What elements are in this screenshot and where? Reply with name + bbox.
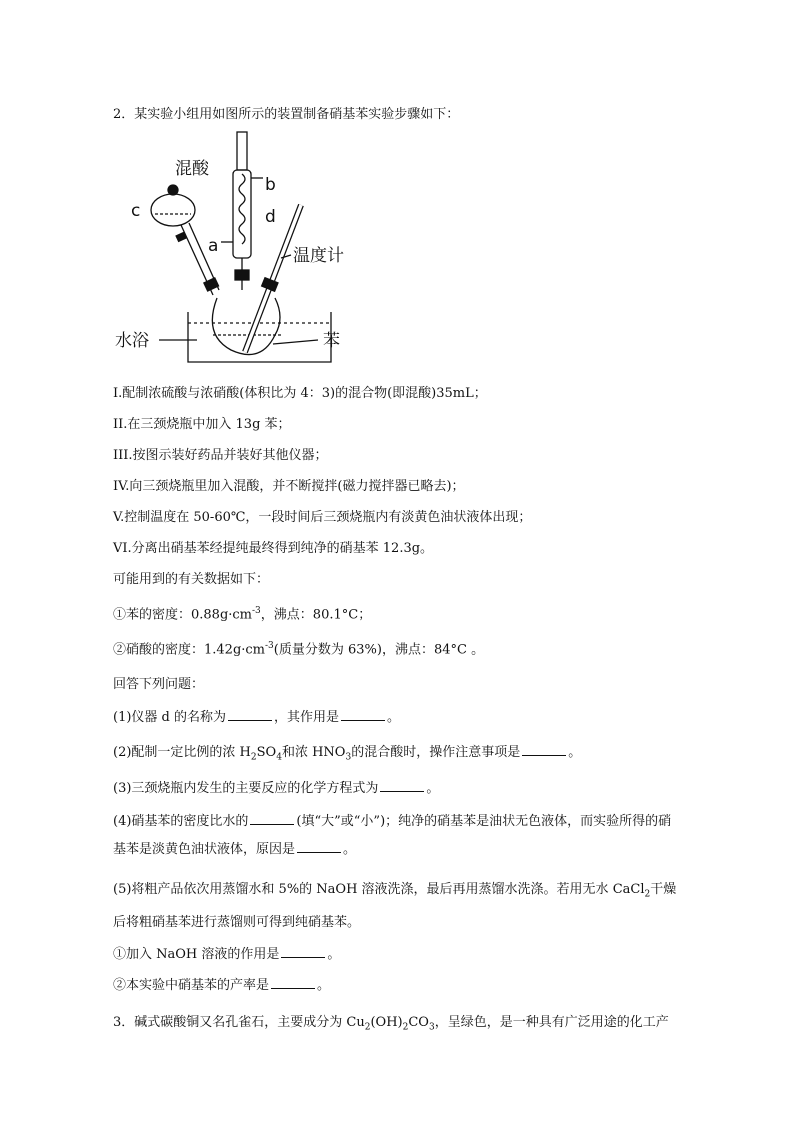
sub-question-2: (2)配制一定比例的浓 $H_2SO_4$和浓 $HNO_3$的混合酸时，操作注意事项是 。 <box>113 745 582 763</box>
question-3-title: 3．碱式碳酸铜又名孔雀石，主要成分为 $Cu_2(OH)_2CO_3$，呈绿色，是一种具有广泛用途的化工产 <box>113 1015 669 1033</box>
step-4: IV.向三颈烧瓶里加入混酸，并不断搅拌(磁力搅拌器已略去)； <box>113 479 465 494</box>
answer-blank[interactable] <box>271 976 315 989</box>
label-water-bath: 水浴 <box>115 331 149 351</box>
label-b: b <box>265 175 276 195</box>
label-a: a <box>208 236 219 256</box>
label-mixed-acid: 混酸 <box>175 159 209 179</box>
answer-intro: 回答下列问题： <box>113 677 205 692</box>
label-benzene: 苯 <box>323 331 340 351</box>
answer-blank[interactable] <box>341 708 385 721</box>
sub-question-3: (3)三颈烧瓶内发生的主要反应的化学方程式为 。 <box>113 781 440 796</box>
dropping-funnel-c <box>151 194 195 226</box>
step-1: I.配制浓硫酸与浓硝酸(体积比为 4：3)的混合物(即混酸)35mL； <box>113 386 487 401</box>
step-3: III.按图示装好药品并装好其他仪器； <box>113 448 328 463</box>
step-6: VI.分离出硝基苯经提纯最终得到纯净的硝基苯 12.3g。 <box>113 541 434 556</box>
data-benzene: ①苯的密度：$0.88g\cdot cm^{-3}$，沸点：80.1°C； <box>113 606 372 623</box>
label-d: d <box>265 207 276 227</box>
step-2: II.在三颈烧瓶中加入 13g 苯； <box>113 417 291 432</box>
data-intro: 可能用到的有关数据如下： <box>113 572 270 587</box>
sub-question-1: (1)仪器 d 的名称为 ，其作用是 。 <box>113 710 401 725</box>
sub-question-5: (5)将粗产品依次用蒸馏水和 5%的 NaOH 溶液洗涤，最后再用蒸馏水洗涤。若用无水 CaCl$_2$干燥后将粗硝基苯进行蒸馏则可得到纯硝基苯。 <box>113 882 677 930</box>
apparatus-figure <box>113 130 383 370</box>
answer-blank[interactable] <box>228 708 272 721</box>
label-c: c <box>131 201 141 221</box>
sub-question-5-1: ①加入 NaOH 溶液的作用是 。 <box>113 947 341 962</box>
label-thermometer: 温度计 <box>293 246 344 266</box>
answer-blank[interactable] <box>522 743 566 756</box>
answer-blank[interactable] <box>250 812 294 825</box>
question-2-title: 2．某实验小组用如图所示的装置制备硝基苯实验步骤如下： <box>113 107 460 122</box>
step-5: V.控制温度在 50-60℃，一段时间后三颈烧瓶内有淡黄色油状液体出现； <box>113 510 532 525</box>
answer-blank[interactable] <box>380 779 424 792</box>
answer-blank[interactable] <box>297 840 341 853</box>
answer-blank[interactable] <box>281 945 325 958</box>
sub-question-5-2: ②本实验中硝基苯的产率是 。 <box>113 978 331 993</box>
data-nitric-acid: ②硝酸的密度：$1.42g\cdot cm^{-3}$(质量分数为 63%)，沸点：84°C 。 <box>113 641 485 658</box>
sub-question-4: (4)硝基苯的密度比水的 (填“大”或“小”)；纯净的硝基苯是油状无色液体，而实验所得的硝基苯是淡黄色油状液体，原因是 。 <box>113 814 672 857</box>
